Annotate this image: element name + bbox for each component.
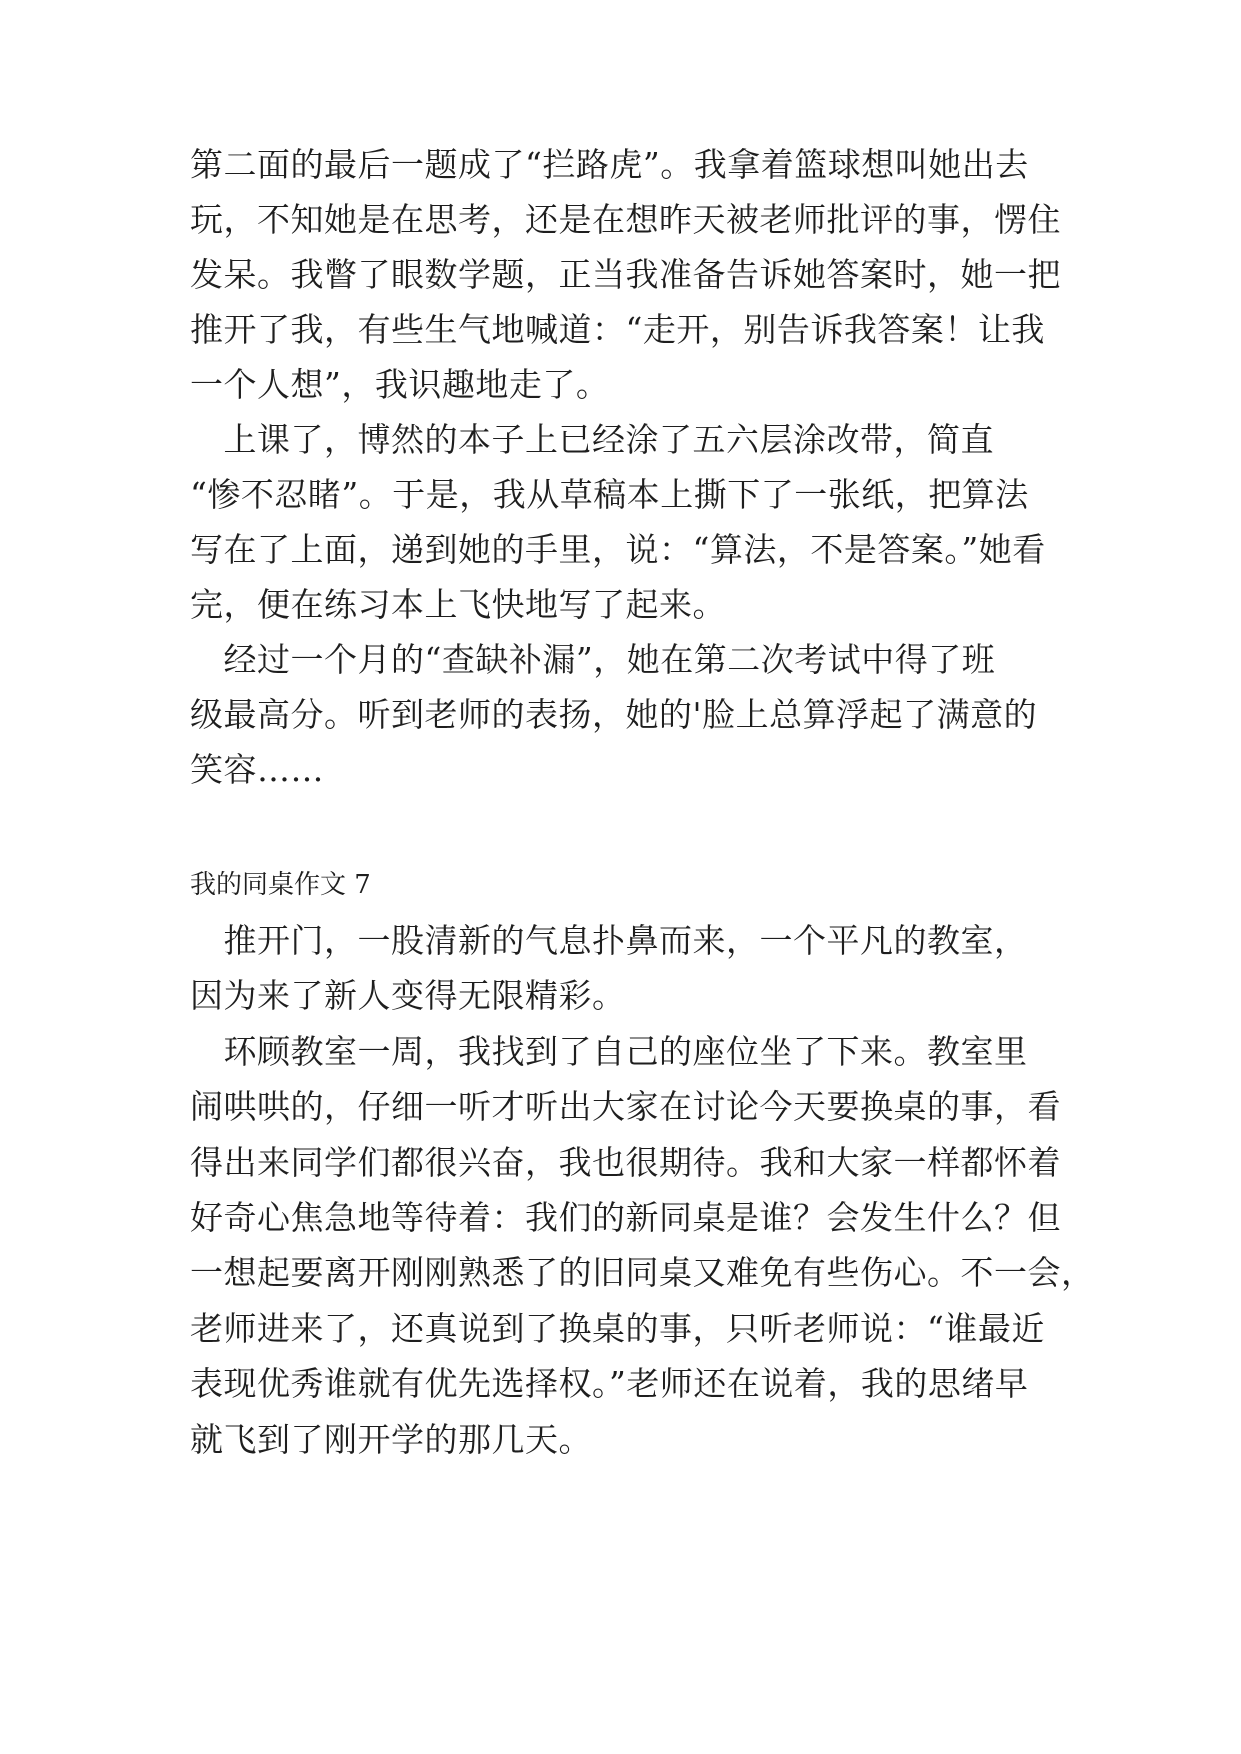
text-line: “惨不忍睹”。于是，我从草稿本上撕下了一张纸，把算法 [190, 475, 1029, 514]
text-line: 好奇心焦急地等待着：我们的新同桌是谁？会发生什么？但 [190, 1198, 1061, 1237]
text-line: 就飞到了刚开学的那几天。 [190, 1420, 592, 1459]
section-title: 我的同桌作文 7 [190, 870, 371, 900]
text-line: 老师进来了，还真说到了换桌的事，只听老师说：“谁最近 [190, 1309, 1045, 1348]
text-line: 推开了我，有些生气地喊道：“走开，别告诉我答案！让我 [190, 310, 1045, 349]
text-line: 因为来了新人变得无限精彩。 [190, 976, 626, 1015]
text-line: 一个人想”，我识趣地走了。 [190, 365, 610, 404]
text-line: 写在了上面，递到她的手里，说：“算法，不是答案。”她看 [190, 530, 1046, 569]
text-line: 得出来同学们都很兴奋，我也很期待。我和大家一样都怀着 [190, 1143, 1061, 1182]
text-line: 推开门，一股清新的气息扑鼻而来，一个平凡的教室， [190, 921, 1028, 960]
text-line: 玩，不知她是在思考，还是在想昨天被老师批评的事，愣住 [190, 200, 1061, 239]
text-line: 经过一个月的“查缺补漏”，她在第二次考试中得了班 [190, 640, 996, 679]
text-line: 第二面的最后一题成了“拦路虎”。我拿着篮球想叫她出去 [190, 145, 1029, 184]
text-line: 发呆。我瞥了眼数学题，正当我准备告诉她答案时，她一把 [190, 255, 1061, 294]
text-line: 一想起要离开刚刚熟悉了的旧同桌又难免有些伤心。不一会， [190, 1253, 1095, 1292]
text-line: 上课了，博然的本子上已经涂了五六层涂改带，简直 [190, 420, 994, 459]
text-line: 环顾教室一周，我找到了自己的座位坐了下来。教室里 [190, 1032, 1028, 1071]
text-line: 完，便在练习本上飞快地写了起来。 [190, 585, 726, 624]
text-line: 表现优秀谁就有优先选择权。”老师还在说着，我的思绪早 [190, 1364, 1029, 1403]
text-line: 笑容…… [190, 750, 324, 789]
text-line: 闹哄哄的，仔细一听才听出大家在讨论今天要换桌的事，看 [190, 1087, 1061, 1126]
text-line: 级最高分。听到老师的表扬，她的'脸上总算浮起了满意的 [190, 695, 1038, 734]
